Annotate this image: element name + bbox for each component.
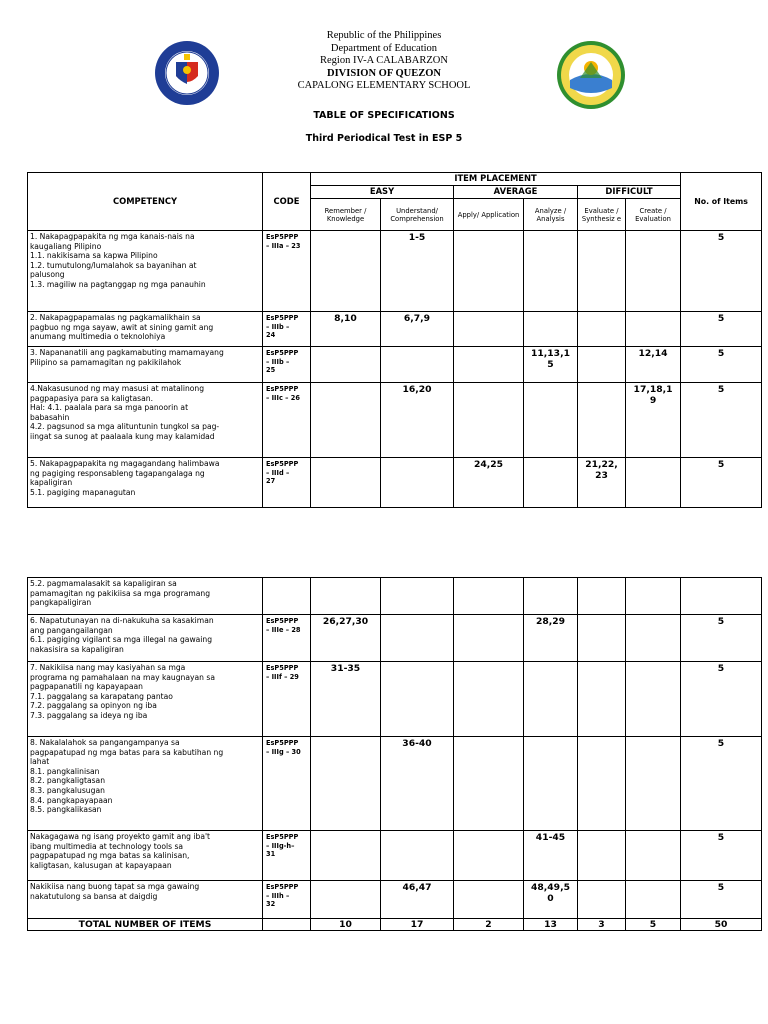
item-placement-cell [381, 831, 454, 881]
no-of-items-cell: 5 [681, 737, 762, 831]
no-of-items-cell: 5 [681, 615, 762, 662]
letterhead [0, 30, 768, 93]
header-average: AVERAGE [454, 186, 578, 199]
competency-code: EsP5PPP – IIIa – 23 [263, 231, 311, 312]
subheader-level: Create / Evaluation [626, 199, 681, 231]
competency-row [28, 231, 762, 312]
competency-row [28, 831, 762, 881]
item-placement-cell [311, 737, 381, 831]
item-placement-cell [578, 831, 626, 881]
header-item-placement: ITEM PLACEMENT [311, 173, 681, 186]
item-placement-cell [311, 881, 381, 919]
competency-text: 6. Napatutunayan na di-nakukuha sa kasakiman ang pangangailangan 6.1. pagiging vigilant sa mga illegal na gawaing nakasisira sa kapaligiran [28, 615, 263, 662]
item-placement-cell [626, 312, 681, 347]
item-placement-cell [626, 231, 681, 312]
item-placement-cell [524, 458, 578, 508]
item-placement-cell [454, 737, 524, 831]
item-placement-cell: 21,22, 23 [578, 458, 626, 508]
item-placement-cell [524, 231, 578, 312]
item-placement-cell: 8,10 [311, 312, 381, 347]
specification-table-part1 [27, 172, 762, 508]
item-placement-cell: 1-5 [381, 231, 454, 312]
competency-code: EsP5PPP – IIIb – 24 [263, 312, 311, 347]
item-placement-cell: 46,47 [381, 881, 454, 919]
item-placement-cell [626, 662, 681, 737]
item-placement-cell [578, 615, 626, 662]
total-value-cell: 13 [524, 919, 578, 931]
subheader-level: Remember / Knowledge [311, 199, 381, 231]
total-items-cell: 50 [681, 919, 762, 931]
no-of-items-cell: 5 [681, 662, 762, 737]
item-placement-cell [578, 881, 626, 919]
no-of-items-cell: 5 [681, 383, 762, 458]
item-placement-cell [311, 831, 381, 881]
header-no-of-items: No. of Items [681, 173, 762, 231]
competency-row [28, 458, 762, 508]
item-placement-cell: 36-40 [381, 737, 454, 831]
item-placement-cell [311, 578, 381, 615]
competency-code: EsP5PPP – IIIe – 28 [263, 615, 311, 662]
item-placement-cell [626, 578, 681, 615]
competency-code: EsP5PPP – IIIb – 25 [263, 347, 311, 383]
item-placement-cell: 24,25 [454, 458, 524, 508]
competency-row [28, 737, 762, 831]
item-placement-cell: 41-45 [524, 831, 578, 881]
item-placement-cell [381, 458, 454, 508]
item-placement-cell [524, 383, 578, 458]
competency-text: 2. Nakapagpapamalas ng pagkamalikhain sa pagbuo ng mga sayaw, awit at sining gamit ang anumang multimedia o teknolohiya [28, 312, 263, 347]
competency-text: 8. Nakalalahok sa pangangampanya sa pagpapatupad ng mga batas para sa kabutihan ng lahat 8.1. pangkalinisan 8.2. pangkaligtasan 8.3. pangkalusugan 8.4. pangkapayapaan 8.5. pangkalikasan [28, 737, 263, 831]
item-placement-cell: 16,20 [381, 383, 454, 458]
header-difficult: DIFFICULT [578, 186, 681, 199]
item-placement-cell [626, 615, 681, 662]
total-row [28, 919, 762, 931]
item-placement-cell: 31-35 [311, 662, 381, 737]
competency-text: 1. Nakapagpapakita ng mga kanais-nais na kaugaliang Pilipino 1.1. nakikisama sa kapwa Pilipino 1.2. tumutulong/lumalahok sa bayanihan at palusong 1.3. magiliw na pagtanggap ng mga panauhin [28, 231, 263, 312]
item-placement-cell [524, 312, 578, 347]
total-value-cell: 2 [454, 919, 524, 931]
competency-row [28, 312, 762, 347]
item-placement-cell [524, 737, 578, 831]
item-placement-cell [311, 383, 381, 458]
competency-code: EsP5PPP – IIId – 27 [263, 458, 311, 508]
competency-text: 3. Napananatili ang pagkamabuting mamamayang Pilipino sa pamamagitan ng pakikilahok [28, 347, 263, 383]
item-placement-cell [578, 737, 626, 831]
item-placement-cell: 6,7,9 [381, 312, 454, 347]
subheader-level: Analyze / Analysis [524, 199, 578, 231]
subheader-level: Apply/ Application [454, 199, 524, 231]
competency-row [28, 615, 762, 662]
header-competency: COMPETENCY [28, 173, 263, 231]
item-placement-cell [454, 831, 524, 881]
item-placement-cell: 17,18,1 9 [626, 383, 681, 458]
document-subtitle: Third Periodical Test in ESP 5 [305, 133, 463, 144]
item-placement-cell [454, 881, 524, 919]
no-of-items-cell: 5 [681, 347, 762, 383]
total-value-cell: 17 [381, 919, 454, 931]
item-placement-cell [626, 737, 681, 831]
no-of-items-cell: 5 [681, 312, 762, 347]
item-placement-cell: 11,13,1 5 [524, 347, 578, 383]
no-of-items-cell: 5 [681, 231, 762, 312]
item-placement-cell [524, 662, 578, 737]
item-placement-cell [454, 383, 524, 458]
competency-row [28, 662, 762, 737]
item-placement-cell [381, 578, 454, 615]
competency-code: EsP5PPP – IIIg – 30 [263, 737, 311, 831]
item-placement-cell [626, 831, 681, 881]
item-placement-cell [626, 881, 681, 919]
no-of-items-cell [681, 578, 762, 615]
item-placement-cell: 28,29 [524, 615, 578, 662]
item-placement-cell [454, 312, 524, 347]
competency-row [28, 578, 762, 615]
division-line: DIVISION OF QUEZON [327, 67, 441, 79]
item-placement-cell: 48,49,5 0 [524, 881, 578, 919]
item-placement-cell [454, 347, 524, 383]
competency-text: 7. Nakikiisa nang may kasiyahan sa mga programa ng pamahalaan na may kaugnayan sa pagpapanatili ng kapayapaan 7.1. paggalang sa karapatang pantao 7.2. paggalang sa opinyon ng iba 7.3. paggalang sa ideya ng iba [28, 662, 263, 737]
region-line: Region IV-A CALABARZON [320, 55, 448, 67]
competency-code: EsP5PPP – IIIh – 32 [263, 881, 311, 919]
item-placement-cell [311, 231, 381, 312]
header-code: CODE [263, 173, 311, 231]
item-placement-cell: 12,14 [626, 347, 681, 383]
specification-table-part2 [27, 577, 762, 931]
competency-code: EsP5PPP – IIIc – 26 [263, 383, 311, 458]
item-placement-cell: 26,27,30 [311, 615, 381, 662]
item-placement-cell [454, 615, 524, 662]
competency-text: 5.2. pagmamalasakit sa kapaligiran sa pamamagitan ng pakikiisa sa mga programang pangkapaligiran [28, 578, 263, 615]
total-value-cell: 5 [626, 919, 681, 931]
item-placement-cell [578, 578, 626, 615]
no-of-items-cell: 5 [681, 831, 762, 881]
department-line: Department of Education [330, 42, 438, 54]
item-placement-cell [578, 383, 626, 458]
item-placement-cell [311, 458, 381, 508]
competency-text: Nakagagawa ng isang proyekto gamit ang iba't ibang multimedia at technology tools sa pagpapatupad ng mga batas sa kalinisan, kaligtasan, kalusugan at kapayapaan [28, 831, 263, 881]
item-placement-cell [454, 578, 524, 615]
item-placement-cell [381, 347, 454, 383]
school-line: CAPALONG ELEMENTARY SCHOOL [297, 80, 471, 92]
item-placement-cell [578, 231, 626, 312]
document-title: TABLE OF SPECIFICATIONS [313, 110, 455, 121]
competency-text: Nakikiisa nang buong tapat sa mga gawaing nakatutulong sa bansa at daigdig [28, 881, 263, 919]
no-of-items-cell: 5 [681, 458, 762, 508]
total-label: TOTAL NUMBER OF ITEMS [28, 919, 263, 931]
subheader-level: Understand/ Comprehension [381, 199, 454, 231]
competency-text: 4.Nakasusunod ng may masusi at matalinong pagpapasiya para sa kaligtasan. Hal: 4.1. paalala para sa mga panoorin at babasahin 4.2. pagsunod sa mga alituntunin tungkol sa pag- iingat sa sunog at paalaala kung may kalamidad [28, 383, 263, 458]
total-value-cell: 3 [578, 919, 626, 931]
competency-row [28, 383, 762, 458]
item-placement-cell [381, 615, 454, 662]
no-of-items-cell: 5 [681, 881, 762, 919]
competency-row [28, 347, 762, 383]
item-placement-cell [454, 662, 524, 737]
total-value-cell: 10 [311, 919, 381, 931]
item-placement-cell [578, 347, 626, 383]
competency-row [28, 881, 762, 919]
item-placement-cell [381, 662, 454, 737]
country-line: Republic of the Philippines [326, 30, 442, 41]
competency-text: 5. Nakapagpapakita ng magagandang halimbawa ng pagiging responsableng tagapangalaga ng kapaligiran 5.1. pagiging mapanagutan [28, 458, 263, 508]
total-code-cell [263, 919, 311, 931]
item-placement-cell [626, 458, 681, 508]
item-placement-cell [524, 578, 578, 615]
item-placement-cell [311, 347, 381, 383]
competency-code: EsP5PPP – IIIf – 29 [263, 662, 311, 737]
header-easy: EASY [311, 186, 454, 199]
subheader-level: Evaluate / Synthesiz e [578, 199, 626, 231]
item-placement-cell [578, 312, 626, 347]
competency-code: EsP5PPP – IIIg-h– 31 [263, 831, 311, 881]
competency-code [263, 578, 311, 615]
item-placement-cell [578, 662, 626, 737]
item-placement-cell [454, 231, 524, 312]
